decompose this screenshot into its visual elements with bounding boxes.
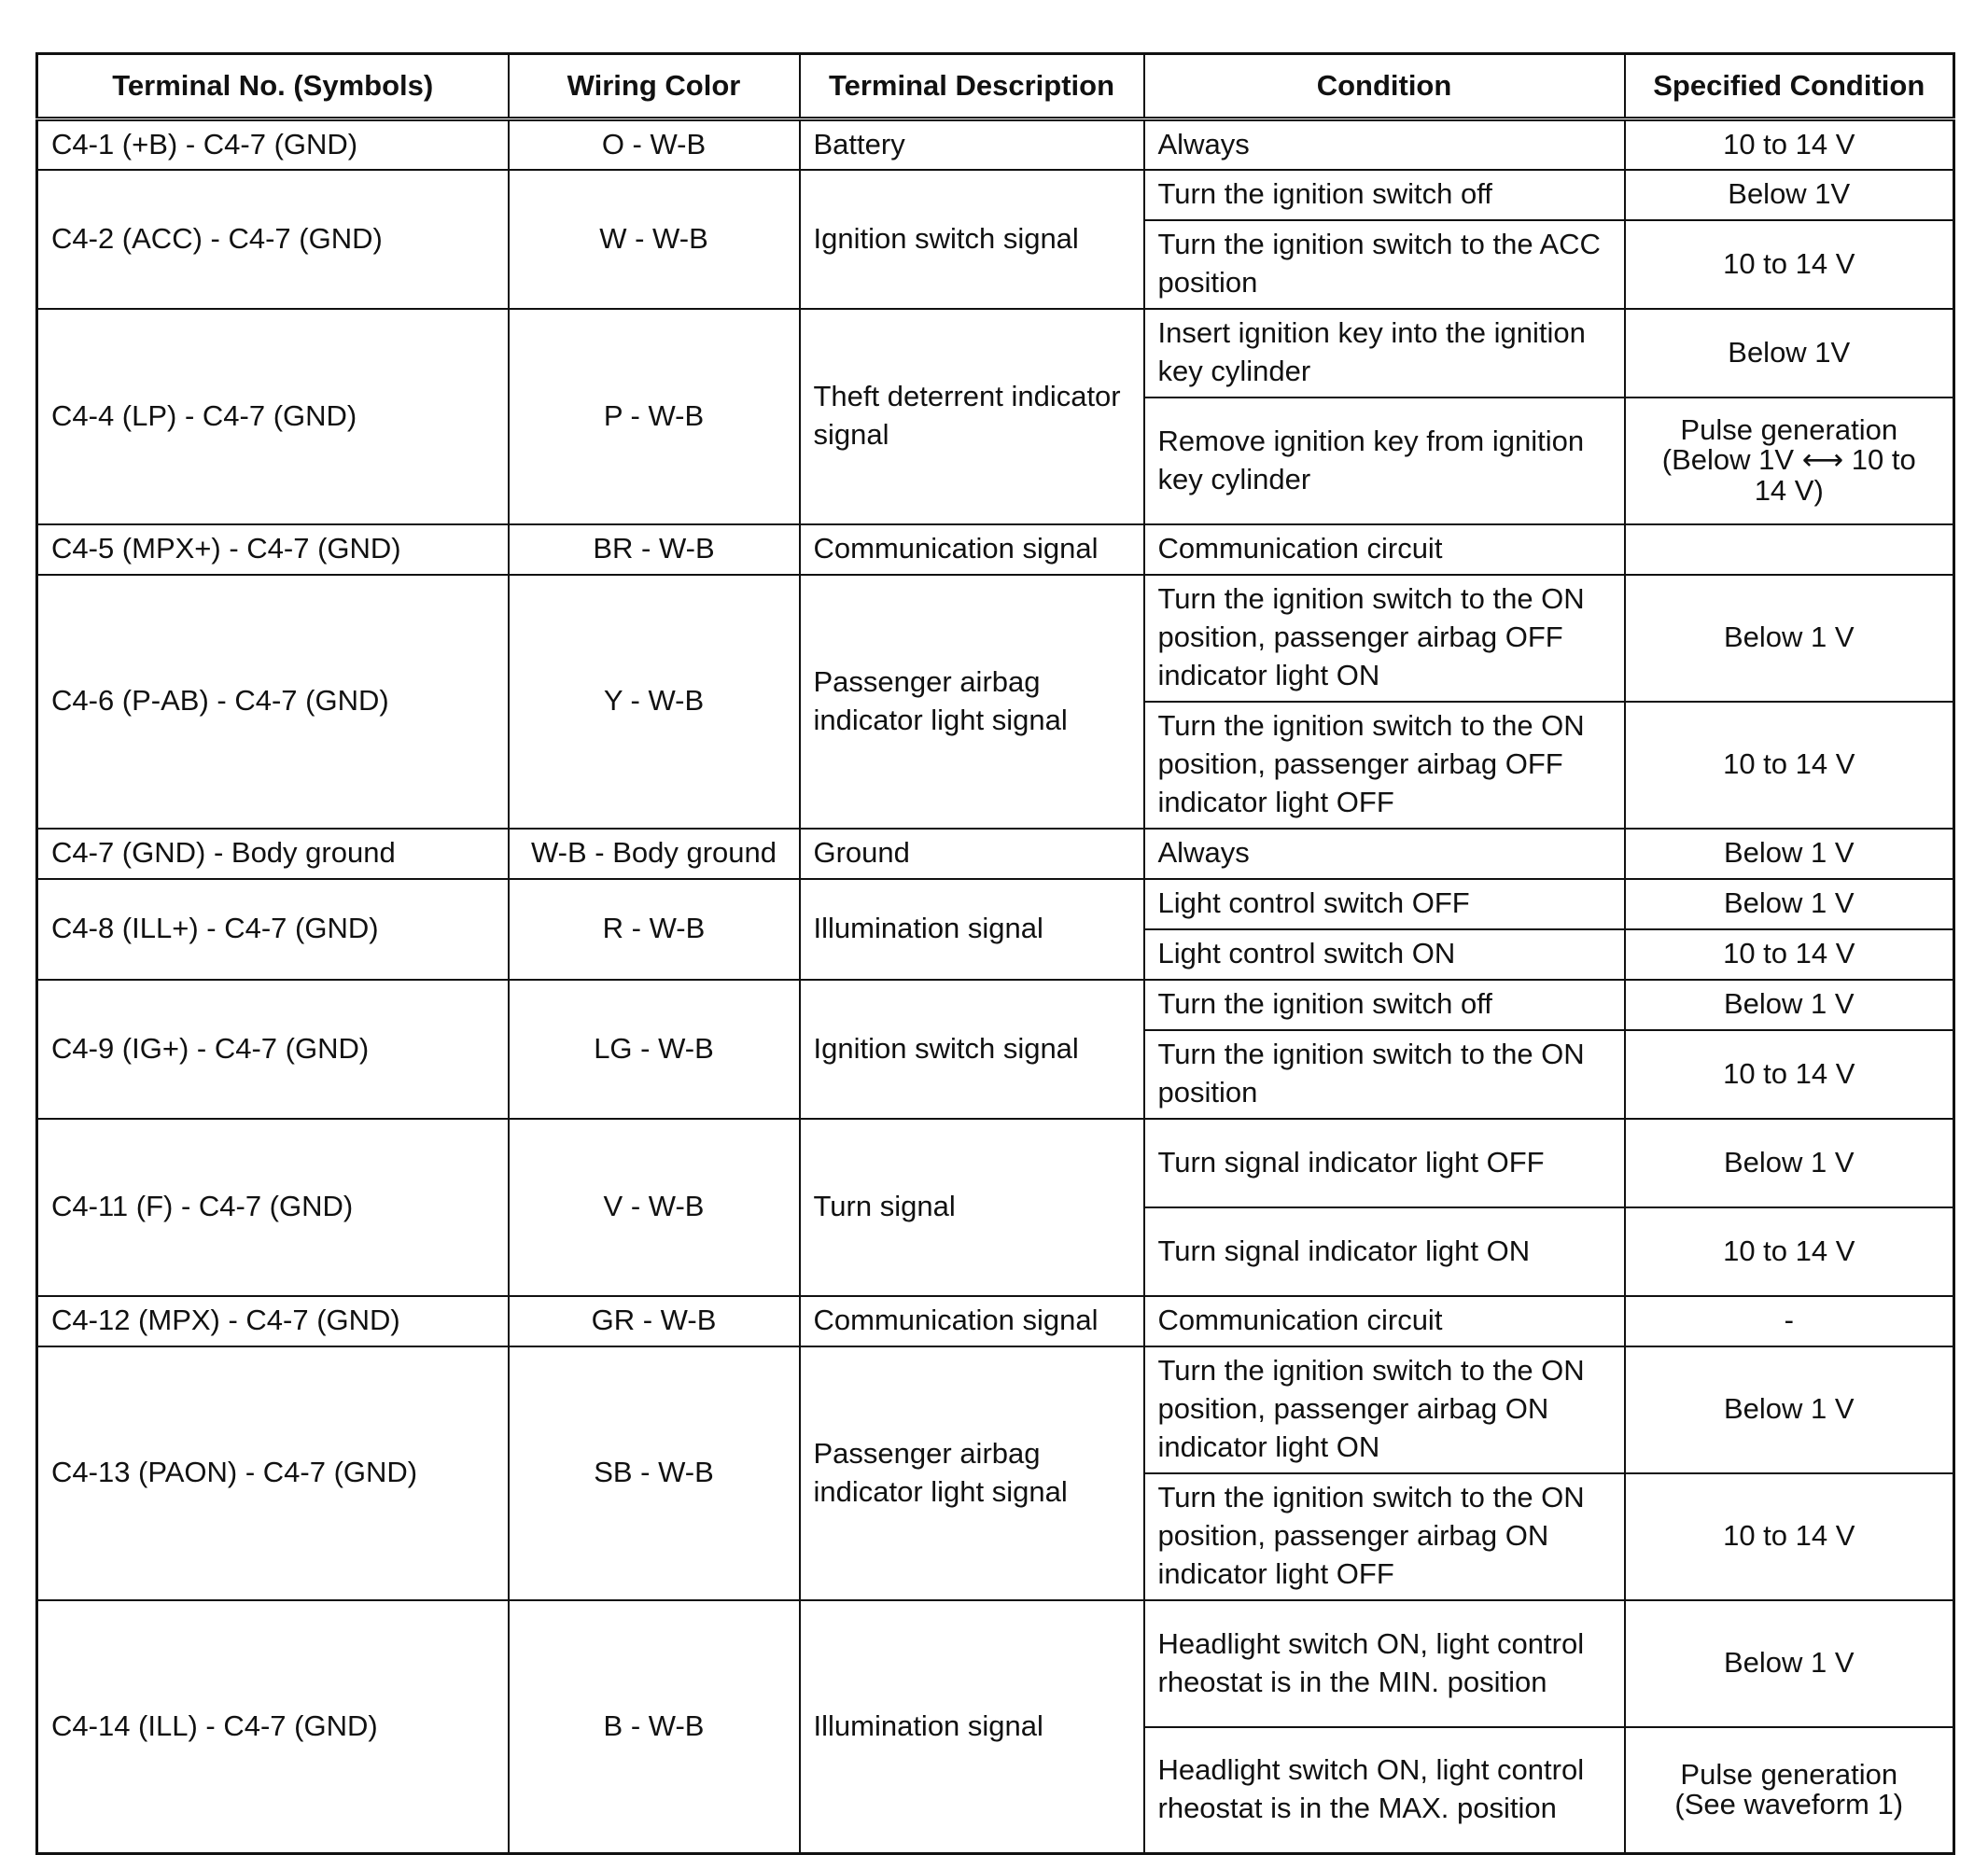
terminal-cell: C4-14 (ILL) - C4-7 (GND) (37, 1600, 509, 1854)
header-specified-condition: Specified Condition (1625, 54, 1954, 119)
specified-condition-cell: Below 1 V (1625, 829, 1954, 879)
condition-cell: Turn the ignition switch to the ON position, passenger airbag OFF indicator light ON (1144, 575, 1625, 702)
terminal-cell: C4-7 (GND) - Body ground (37, 829, 509, 879)
specified-condition-cell: 10 to 14 V (1625, 1030, 1954, 1119)
specified-condition-cell: Pulse generation (Below 1V ⟷ 10 to 14 V) (1625, 398, 1954, 524)
terminal-description-cell: Ignition switch signal (800, 170, 1144, 309)
terminal-description-cell: Battery (800, 119, 1144, 170)
specified-condition-cell: Below 1 V (1625, 879, 1954, 929)
specified-condition-cell: - (1625, 1296, 1954, 1346)
specified-condition-cell: Below 1 V (1625, 575, 1954, 702)
specified-condition-cell: 10 to 14 V (1625, 119, 1954, 170)
table-row (37, 1600, 1954, 1727)
condition-cell: Turn the ignition switch to the ON position, passenger airbag ON indicator light ON (1144, 1346, 1625, 1473)
table-row (37, 1296, 1954, 1346)
condition-cell: Turn signal indicator light OFF (1144, 1119, 1625, 1207)
terminal-cell: C4-11 (F) - C4-7 (GND) (37, 1119, 509, 1296)
condition-cell: Headlight switch ON, light control rheostat is in the MIN. position (1144, 1600, 1625, 1727)
terminal-cell: C4-2 (ACC) - C4-7 (GND) (37, 170, 509, 309)
specified-condition-cell: Below 1V (1625, 309, 1954, 398)
specified-condition-cell: 10 to 14 V (1625, 220, 1954, 309)
wiring-color-cell: Y - W-B (509, 575, 800, 829)
specified-condition-cell (1625, 524, 1954, 575)
specified-condition-cell: 10 to 14 V (1625, 1473, 1954, 1600)
wiring-color-cell: GR - W-B (509, 1296, 800, 1346)
terminal-cell: C4-6 (P-AB) - C4-7 (GND) (37, 575, 509, 829)
wiring-color-cell: LG - W-B (509, 980, 800, 1119)
condition-cell: Turn the ignition switch to the ON position, passenger airbag OFF indicator light OFF (1144, 702, 1625, 829)
table-row (37, 575, 1954, 702)
wiring-color-cell: SB - W-B (509, 1346, 800, 1600)
specified-condition-cell: Pulse generation (See waveform 1) (1625, 1727, 1954, 1854)
table-row (37, 170, 1954, 220)
terminal-description-cell: Passenger airbag indicator light signal (800, 1346, 1144, 1600)
terminal-description-cell: Ignition switch signal (800, 980, 1144, 1119)
terminal-description-cell: Communication signal (800, 1296, 1144, 1346)
wiring-color-cell: O - W-B (509, 119, 800, 170)
specified-condition-cell: Below 1V (1625, 170, 1954, 220)
table-row (37, 1346, 1954, 1473)
wiring-color-cell: P - W-B (509, 309, 800, 524)
terminal-cell: C4-5 (MPX+) - C4-7 (GND) (37, 524, 509, 575)
table-row (37, 119, 1954, 170)
table-row (37, 879, 1954, 929)
condition-cell: Light control switch ON (1144, 929, 1625, 980)
wiring-color-cell: V - W-B (509, 1119, 800, 1296)
condition-cell: Headlight switch ON, light control rheostat is in the MAX. position (1144, 1727, 1625, 1854)
specified-condition-cell: Below 1 V (1625, 1346, 1954, 1473)
wiring-color-cell: BR - W-B (509, 524, 800, 575)
condition-cell: Always (1144, 119, 1625, 170)
terminal-cell: C4-13 (PAON) - C4-7 (GND) (37, 1346, 509, 1600)
wiring-color-cell: W - W-B (509, 170, 800, 309)
terminal-cell: C4-12 (MPX) - C4-7 (GND) (37, 1296, 509, 1346)
terminal-description-cell: Turn signal (800, 1119, 1144, 1296)
condition-cell: Turn the ignition switch to the ON position, passenger airbag ON indicator light OFF (1144, 1473, 1625, 1600)
terminal-description-cell: Ground (800, 829, 1144, 879)
header-wiring-color: Wiring Color (509, 54, 800, 119)
terminal-cell: C4-1 (+B) - C4-7 (GND) (37, 119, 509, 170)
header-terminal: Terminal No. (Symbols) (37, 54, 509, 119)
condition-cell: Turn the ignition switch off (1144, 170, 1625, 220)
condition-cell: Turn the ignition switch to the ACC position (1144, 220, 1625, 309)
specified-condition-cell: 10 to 14 V (1625, 702, 1954, 829)
terminal-description-cell: Theft deterrent indicator signal (800, 309, 1144, 524)
header-terminal-description: Terminal Description (800, 54, 1144, 119)
condition-cell: Communication circuit (1144, 1296, 1625, 1346)
specified-condition-cell: Below 1 V (1625, 1119, 1954, 1207)
condition-cell: Turn the ignition switch off (1144, 980, 1625, 1030)
wiring-color-cell: W-B - Body ground (509, 829, 800, 879)
condition-cell: Always (1144, 829, 1625, 879)
table-row (37, 829, 1954, 879)
terminal-description-cell: Illumination signal (800, 1600, 1144, 1854)
terminal-cell: C4-9 (IG+) - C4-7 (GND) (37, 980, 509, 1119)
table-body (37, 119, 1954, 1854)
specified-condition-cell: Below 1 V (1625, 980, 1954, 1030)
condition-cell: Remove ignition key from ignition key cylinder (1144, 398, 1625, 524)
condition-cell: Light control switch OFF (1144, 879, 1625, 929)
wiring-color-cell: R - W-B (509, 879, 800, 980)
terminal-inspection-table (35, 52, 1955, 1855)
wiring-color-cell: B - W-B (509, 1600, 800, 1854)
terminal-description-cell: Communication signal (800, 524, 1144, 575)
terminal-description-cell: Illumination signal (800, 879, 1144, 980)
table-row (37, 980, 1954, 1030)
specified-condition-cell: 10 to 14 V (1625, 1207, 1954, 1296)
terminal-description-cell: Passenger airbag indicator light signal (800, 575, 1144, 829)
specified-condition-cell: Below 1 V (1625, 1600, 1954, 1727)
condition-cell: Turn signal indicator light ON (1144, 1207, 1625, 1296)
condition-cell: Turn the ignition switch to the ON position (1144, 1030, 1625, 1119)
header-condition: Condition (1144, 54, 1625, 119)
table-row (37, 524, 1954, 575)
specified-condition-cell: 10 to 14 V (1625, 929, 1954, 980)
table-row (37, 309, 1954, 398)
condition-cell: Insert ignition key into the ignition key cylinder (1144, 309, 1625, 398)
condition-cell: Communication circuit (1144, 524, 1625, 575)
terminal-cell: C4-8 (ILL+) - C4-7 (GND) (37, 879, 509, 980)
table-row (37, 1119, 1954, 1207)
terminal-cell: C4-4 (LP) - C4-7 (GND) (37, 309, 509, 524)
header-row (37, 54, 1954, 119)
